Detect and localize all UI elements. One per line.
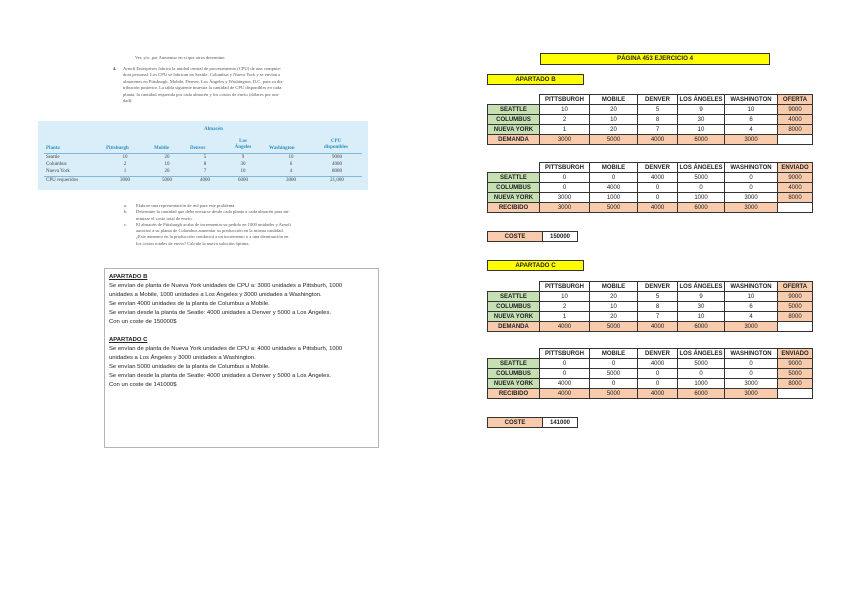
cost-label[interactable]: COSTE xyxy=(488,418,543,428)
offer-cell[interactable]: 9000 xyxy=(778,105,813,115)
problem-line: planta, la cantidad requerida por cada almacén y los costos de envío (dólares por uni- xyxy=(123,91,280,97)
demand-cell[interactable]: 5000 xyxy=(590,322,638,332)
col-header-plant: Planta xyxy=(46,146,60,151)
row-header[interactable]: SEATTLE xyxy=(488,292,540,302)
demand-cell[interactable]: 6000 xyxy=(678,322,725,332)
row-header[interactable]: SEATTLE xyxy=(488,359,540,369)
offer-cell[interactable]: 4000 xyxy=(778,115,813,125)
col-header[interactable]: MOBILE xyxy=(590,95,638,105)
cell[interactable]: 0 xyxy=(725,359,778,369)
answer-line: Con un coste de 150000$ xyxy=(109,318,177,325)
col-header[interactable]: LOS ÁNGELES xyxy=(679,96,723,103)
cell[interactable]: 1000 xyxy=(678,193,725,203)
question-line: ¿Este aumento en la producción conducirá a un incremento o a una disminución en xyxy=(136,234,289,240)
cell: 10 xyxy=(288,155,294,160)
question-letter: b. xyxy=(124,209,128,215)
cell[interactable]: 0 xyxy=(638,183,678,193)
cell[interactable]: 0 xyxy=(540,173,590,183)
answer-line: Se envían 4000 unidades de la planta de Columbus a Mobile. xyxy=(109,300,270,307)
cell[interactable]: 7 xyxy=(638,125,678,135)
cell[interactable]: 10 xyxy=(678,312,725,322)
cell[interactable]: 30 xyxy=(678,302,725,312)
sheet-title[interactable]: PÁGINA 453 EJERCICIO 4 xyxy=(540,53,770,65)
col-header[interactable]: WASHINGTON xyxy=(725,95,778,105)
col-header[interactable]: DENVER xyxy=(638,163,678,173)
demand-cell[interactable]: 4000 xyxy=(638,135,678,145)
answer-line: Se envían de planta de Nueva York unidades de CPU a: 4000 unidades a Pittsburh, 1000 xyxy=(109,346,343,353)
cell: 6000 xyxy=(238,178,248,183)
cell: 4000 xyxy=(200,178,210,183)
divider xyxy=(44,176,362,177)
cell: 3000 xyxy=(286,178,296,183)
cell[interactable]: 1 xyxy=(540,125,590,135)
received-cell[interactable]: 4000 xyxy=(540,389,590,399)
cell[interactable]: 10 xyxy=(590,115,638,125)
demand-cell[interactable]: 6000 xyxy=(678,135,725,145)
answer-textbox[interactable] xyxy=(104,268,379,448)
row-header[interactable]: NUEVA YORK xyxy=(488,379,540,389)
col-header[interactable]: LOS ÁNGELES xyxy=(679,283,723,290)
received-cell[interactable]: 4000 xyxy=(638,203,678,213)
offer-cell[interactable]: 5000 xyxy=(778,302,813,312)
cell[interactable]: 10 xyxy=(540,292,590,302)
cell[interactable]: 8 xyxy=(638,115,678,125)
question-line: autorizó a su planta de Columbus aumentar su producción en la misma cantidad. xyxy=(136,228,284,234)
offer-header[interactable]: OFERTA xyxy=(778,95,813,105)
cost-value[interactable]: 150000 xyxy=(543,232,578,242)
cell[interactable]: 30 xyxy=(678,115,725,125)
cell[interactable]: 20 xyxy=(590,292,638,302)
cell: 8000 xyxy=(332,169,342,174)
received-header[interactable]: RECIBIDO xyxy=(488,203,540,213)
received-cell[interactable]: 5000 xyxy=(590,389,638,399)
cell: 10 xyxy=(240,169,246,174)
row-label: Nueva York xyxy=(46,169,70,174)
cost-label[interactable]: COSTE xyxy=(488,232,543,242)
demand-cell[interactable]: 5000 xyxy=(590,135,638,145)
demand-header[interactable]: DEMANDA xyxy=(488,322,540,332)
row-label: Columbus xyxy=(46,162,67,167)
row-header[interactable]: SEATTLE xyxy=(488,173,540,183)
row-header[interactable]: SEATTLE xyxy=(488,105,540,115)
cost-total-b xyxy=(487,231,578,242)
col-header: Pittsburgh xyxy=(106,146,129,151)
demand-header[interactable]: DEMANDA xyxy=(488,135,540,145)
received-cell[interactable]: 3000 xyxy=(725,203,778,213)
cell[interactable]: 6 xyxy=(725,302,778,312)
problem-line: tribución posterior. La tabla siguiente muestra la cantidad de CPU disponibles en cada xyxy=(123,85,282,91)
cost-total-c xyxy=(487,417,578,428)
col-header[interactable]: MOBILE xyxy=(590,282,638,292)
book-cost-table xyxy=(38,121,368,190)
empty-cell[interactable] xyxy=(778,389,813,399)
empty-cell[interactable] xyxy=(778,203,813,213)
row-label: Seattle xyxy=(46,155,60,160)
answer-line: unidades a Los Ángeles y 3000 unidades a Washington. xyxy=(109,355,256,362)
cell[interactable]: 20 xyxy=(590,312,638,322)
cell[interactable]: 8 xyxy=(638,302,678,312)
cell[interactable]: 5 xyxy=(638,105,678,115)
question-b xyxy=(124,209,364,222)
cell[interactable]: 10 xyxy=(725,105,778,115)
col-header[interactable]: DENVER xyxy=(638,95,678,105)
answer-line: Se envían 5000 unidades de la planta de Columbus a Mobile. xyxy=(109,364,270,371)
cell: 20 xyxy=(164,169,170,174)
cell[interactable]: 20 xyxy=(590,105,638,115)
cell: 10 xyxy=(122,155,128,160)
cost-table-c xyxy=(487,281,813,332)
cell[interactable]: 2 xyxy=(540,115,590,125)
cell[interactable]: 4000 xyxy=(638,173,678,183)
cell: 3000 xyxy=(120,178,130,183)
problem-number: 4. xyxy=(113,66,117,71)
row-header[interactable]: COLUMBUS xyxy=(488,183,540,193)
col-header: Los Ángeles xyxy=(234,139,252,150)
answer-line: Con un coste de 141000$ xyxy=(109,381,177,388)
cell[interactable]: 0 xyxy=(540,183,590,193)
sent-cell[interactable]: 9000 xyxy=(778,359,813,369)
col-header: CPU disponibles xyxy=(324,139,348,150)
cell[interactable]: 5 xyxy=(638,292,678,302)
cell[interactable]: 0 xyxy=(638,193,678,203)
row-header[interactable]: COLUMBUS xyxy=(488,302,540,312)
cell[interactable]: 10 xyxy=(678,125,725,135)
cell[interactable]: 0 xyxy=(590,173,638,183)
cell[interactable]: 3000 xyxy=(725,193,778,203)
cell: 21,000 xyxy=(330,178,344,183)
empty-cell[interactable] xyxy=(778,135,813,145)
sent-cell[interactable]: 4000 xyxy=(778,183,813,193)
row-header[interactable]: COLUMBUS xyxy=(488,115,540,125)
cell[interactable]: 0 xyxy=(540,369,590,379)
cell[interactable]: 4000 xyxy=(638,359,678,369)
col-header[interactable]: MOBILE xyxy=(590,349,638,359)
answer-line: Se envían desde la planta de Seatle: 4000 unidades a Denver y 5000 a Los Ángeles. xyxy=(109,309,332,316)
question-letter: c. xyxy=(124,221,128,227)
received-cell[interactable]: 3000 xyxy=(540,203,590,213)
cell: 5000 xyxy=(162,178,172,183)
cell: 9 xyxy=(241,155,245,160)
cell[interactable]: 1 xyxy=(540,312,590,322)
sent-cell[interactable]: 9000 xyxy=(778,173,813,183)
shipment-table-c xyxy=(487,348,813,399)
cell[interactable]: 0 xyxy=(725,369,778,379)
cell[interactable]: 0 xyxy=(678,183,725,193)
cell[interactable]: 1000 xyxy=(590,193,638,203)
cell[interactable]: 3000 xyxy=(540,193,590,203)
cell: 2 xyxy=(123,162,127,167)
cell[interactable]: 4 xyxy=(725,125,778,135)
cell[interactable]: 3000 xyxy=(725,379,778,389)
cell[interactable]: 0 xyxy=(590,359,638,369)
book-top-line: Ver, y/o, por Aumentar en si que otros determine. xyxy=(135,55,226,60)
col-header: Washington xyxy=(269,146,295,151)
demand-cell[interactable]: 4000 xyxy=(638,322,678,332)
row-header[interactable]: NUEVA YORK xyxy=(488,125,540,135)
cell[interactable]: 0 xyxy=(678,369,725,379)
sent-cell[interactable]: 5000 xyxy=(778,369,813,379)
answer-line: Se envían de planta de Nueva York unidades de CPU a: 3000 unidades a Pittsburh, 1000 xyxy=(109,282,343,289)
cell[interactable]: 7 xyxy=(638,312,678,322)
cell[interactable]: 10 xyxy=(725,292,778,302)
cell[interactable]: 20 xyxy=(590,125,638,135)
table-title: Almacén xyxy=(204,127,223,132)
sent-cell[interactable]: 8000 xyxy=(778,379,813,389)
question-line: nimizar el costo total de envío. xyxy=(136,215,193,221)
received-cell[interactable]: 5000 xyxy=(590,203,638,213)
col-header[interactable]: PITTSBURGH xyxy=(540,282,590,292)
question-line: Determine la cantidad que debe enviarse desde cada planta a cada almacén para mi- xyxy=(136,209,290,215)
offer-cell[interactable]: 8000 xyxy=(778,125,813,135)
problem-line: dad): xyxy=(123,98,133,104)
cell: 30 xyxy=(240,162,246,167)
received-header[interactable]: RECIBIDO xyxy=(488,389,540,399)
col-header[interactable]: PITTSBURGH xyxy=(540,95,590,105)
received-cell[interactable]: 3000 xyxy=(725,389,778,399)
cell[interactable]: 6 xyxy=(725,115,778,125)
problem-line: almacenes en Pittsburgh, Mobile, Denver, Los Ángeles y Washington, D.C. para su dis- xyxy=(123,78,284,84)
cell[interactable]: 10 xyxy=(590,302,638,312)
cell[interactable]: 4000 xyxy=(590,183,638,193)
cell[interactable]: 9 xyxy=(678,105,725,115)
answer-line: unidades a Mobile, 1000 unidades a Los Ángeles y 3000 unidades a Washington. xyxy=(109,291,322,298)
col-header[interactable]: LOS ÁNGELES xyxy=(679,350,723,357)
cell[interactable]: 2 xyxy=(540,302,590,312)
cell[interactable]: 4000 xyxy=(540,379,590,389)
divider xyxy=(44,153,362,154)
section-title-c: APARTADO C xyxy=(109,337,148,344)
col-header[interactable]: PITTSBURGH xyxy=(540,349,590,359)
question-c xyxy=(124,222,364,247)
question-line: El almacén de Pittsburgh acaba de incrementar su pedido en 1000 unidades y Arnoft xyxy=(136,221,291,227)
col-header[interactable]: DENVER xyxy=(638,349,678,359)
row-label: CPU requeridos xyxy=(46,178,79,183)
cell: 4 xyxy=(289,169,293,174)
cell: 8 xyxy=(203,162,207,167)
sent-header[interactable]: ENVIADO xyxy=(778,163,813,173)
cell[interactable]: 5000 xyxy=(678,173,725,183)
shipment-table-b xyxy=(487,162,813,213)
cell[interactable]: 0 xyxy=(638,379,678,389)
cell: 5 xyxy=(203,155,207,160)
cell: 7 xyxy=(203,169,207,174)
apartado-c-label[interactable]: APARTADO C xyxy=(487,260,584,271)
cell: 6 xyxy=(289,162,293,167)
col-header[interactable]: WASHINGTON xyxy=(725,282,778,292)
demand-cell[interactable]: 3000 xyxy=(540,135,590,145)
received-cell[interactable]: 6000 xyxy=(678,203,725,213)
received-cell[interactable]: 4000 xyxy=(638,389,678,399)
received-cell[interactable]: 6000 xyxy=(678,389,725,399)
cell[interactable]: 5000 xyxy=(678,359,725,369)
cell[interactable]: 0 xyxy=(540,359,590,369)
cost-value[interactable]: 141000 xyxy=(543,418,578,428)
cost-table-b xyxy=(487,94,813,145)
spacer xyxy=(109,326,378,336)
row-header[interactable]: NUEVA YORK xyxy=(488,193,540,203)
cell[interactable]: 10 xyxy=(540,105,590,115)
apartado-b-label[interactable]: APARTADO B xyxy=(487,74,584,85)
col-header[interactable]: WASHINGTON xyxy=(725,349,778,359)
problem-line: Arnoft Enterprises fabrica la unidad central de procesamiento (CPU) de una computa- xyxy=(123,66,282,71)
cell[interactable]: 5000 xyxy=(590,369,638,379)
cell[interactable]: 0 xyxy=(725,173,778,183)
section-title-b: APARTADO B xyxy=(109,274,148,280)
offer-header[interactable]: OFERTA xyxy=(778,282,813,292)
col-header: Mobile xyxy=(154,146,169,151)
problem-statement xyxy=(123,66,368,104)
demand-cell[interactable]: 4000 xyxy=(540,322,590,332)
problem-questions xyxy=(124,203,364,247)
cell[interactable]: 0 xyxy=(638,369,678,379)
demand-cell[interactable]: 3000 xyxy=(725,322,778,332)
col-header[interactable]: DENVER xyxy=(638,282,678,292)
row-header[interactable]: NUEVA YORK xyxy=(488,312,540,322)
col-header[interactable]: LOS ÁNGELES xyxy=(679,164,723,171)
cell[interactable]: 0 xyxy=(725,183,778,193)
question-line: los costos totales de envío? Calcule la nueva solución óptima. xyxy=(136,240,250,246)
sent-header[interactable]: ENVIADO xyxy=(778,349,813,359)
empty-cell[interactable] xyxy=(778,322,813,332)
problem-line: dora personal. Los CPU se fabrican en Seattle, Columbus y Nueva York y se envían a xyxy=(123,72,281,78)
demand-cell[interactable]: 3000 xyxy=(725,135,778,145)
offer-cell[interactable]: 8000 xyxy=(778,312,813,322)
col-header[interactable]: PITTSBURGH xyxy=(540,163,590,173)
cell[interactable]: 1000 xyxy=(678,379,725,389)
sent-cell[interactable]: 8000 xyxy=(778,193,813,203)
cell: 1 xyxy=(123,169,127,174)
cell[interactable]: 4 xyxy=(725,312,778,322)
col-header[interactable]: WASHINGTON xyxy=(725,163,778,173)
cell: 4000 xyxy=(332,162,342,167)
question-line: Elabore una representación de red para este problema. xyxy=(136,203,236,208)
cell: 10 xyxy=(164,162,170,167)
cell[interactable]: 0 xyxy=(590,379,638,389)
col-header[interactable]: MOBILE xyxy=(590,163,638,173)
answer-line: Se envían desde la planta de Seatle: 4000 unidades a Denver y 5000 a Los Ángeles. xyxy=(109,373,332,380)
row-header[interactable]: COLUMBUS xyxy=(488,369,540,379)
cell: 20 xyxy=(164,155,170,160)
cell: 9000 xyxy=(332,155,342,160)
cell[interactable]: 9 xyxy=(678,292,725,302)
offer-cell[interactable]: 9000 xyxy=(778,292,813,302)
question-letter: a. xyxy=(124,203,128,208)
col-header: Denver xyxy=(190,146,206,151)
